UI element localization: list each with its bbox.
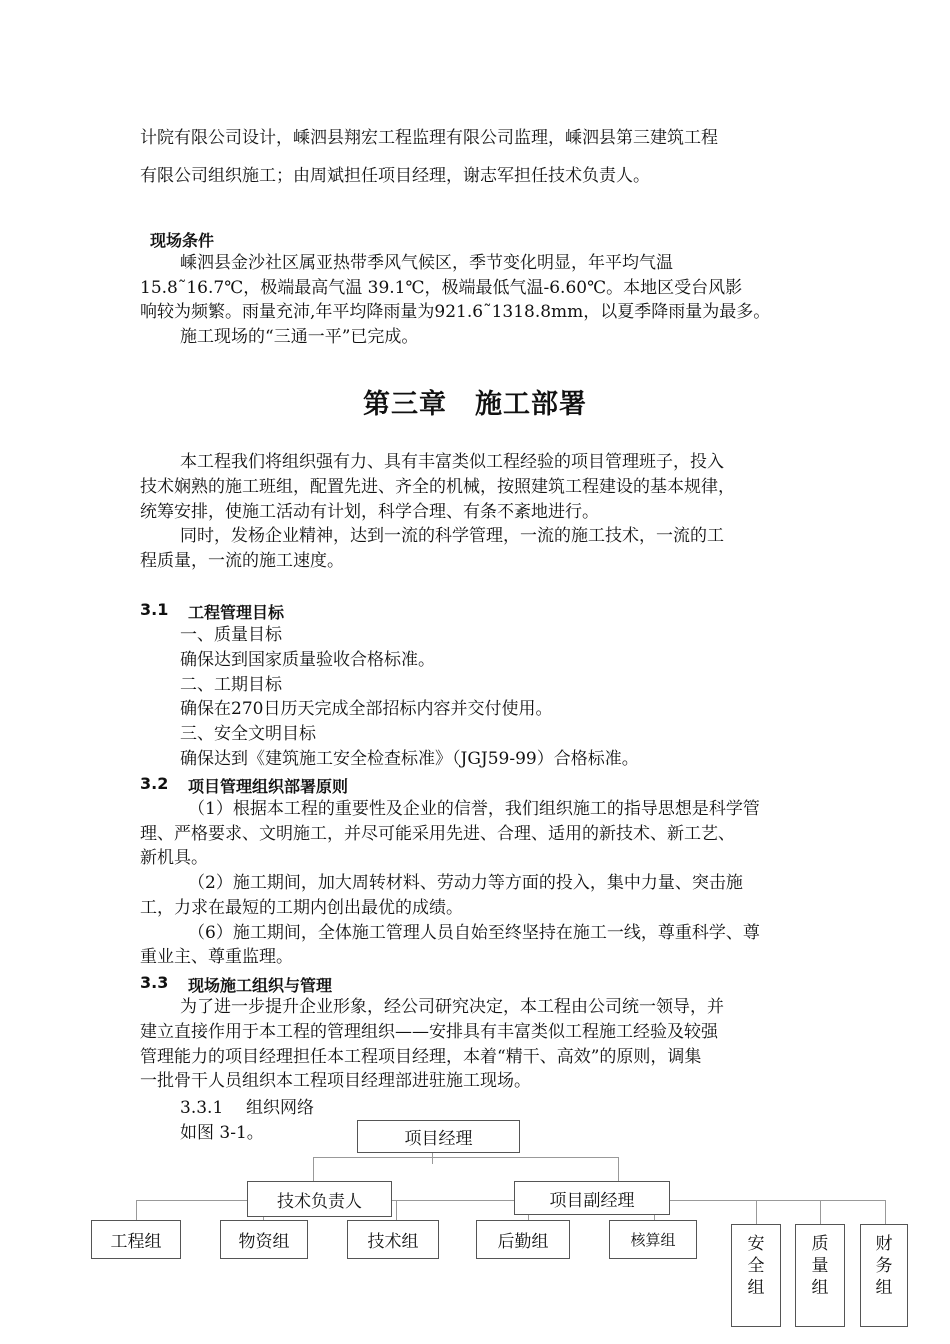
section-heading: 现场施工组织与管理 <box>188 976 333 995</box>
org-box-engineering-group: 工程组 <box>91 1220 181 1259</box>
paragraph-line: 确保达到国家质量验收合格标准。 <box>180 650 435 670</box>
paragraph-line: 管理能力的项目经理担任本工程项目经理，本着“精干、高效”的原则，调集 <box>140 1047 702 1067</box>
paragraph-line: 新机具。 <box>140 848 208 868</box>
figure-reference: 如图 3-1。 <box>180 1123 264 1143</box>
section-heading-site: 现场条件 <box>150 231 215 250</box>
paragraph-line: 确保在270日历天完成全部招标内容并交付使用。 <box>180 699 553 719</box>
paragraph-line: 重业主、尊重监理。 <box>140 947 293 967</box>
paragraph-line: 统筹安排，使施工活动有计划，科学合理、有条不紊地进行。 <box>140 502 599 522</box>
paragraph-line: 二、工期目标 <box>180 675 282 695</box>
org-box-deputy-manager: 项目副经理 <box>514 1181 670 1215</box>
paragraph-line: 一、质量目标 <box>180 625 282 645</box>
paragraph-line: （1）根据本工程的重要性及企业的信誉，我们组织施工的指导思想是科学管 <box>188 799 760 819</box>
paragraph-line: 本工程我们将组织强有力、具有丰富类似工程经验的项目管理班子，投入 <box>180 452 724 472</box>
chapter-title: 第三章 施工部署 <box>363 389 587 420</box>
paragraph-line: 建立直接作用于本工程的管理组织——安排具有丰富类似工程施工经验及较强 <box>140 1022 718 1042</box>
org-box-quality-group <box>795 1224 845 1327</box>
section-heading: 项目管理组织部署原则 <box>188 777 349 796</box>
org-box-tech-lead: 技术负责人 <box>247 1181 392 1217</box>
paragraph-line: （6）施工期间，全体施工管理人员自始至终坚持在施工一线，尊重科学、尊 <box>188 923 760 943</box>
paragraph-line: 响较为频繁。雨量充沛,年平均降雨量为921.6˜1318.8mm，以夏季降雨量为最多。 <box>140 302 771 322</box>
paragraph-line: 嵊泗县金沙社区属亚热带季风气候区，季节变化明显，年平均气温 <box>180 253 673 273</box>
connector-line <box>820 1200 821 1224</box>
subsection-title: 组织网络 <box>246 1098 314 1118</box>
paragraph-line: 理、严格要求、文明施工，并尽可能采用先进、合理、适用的新技术、新工艺、 <box>140 824 735 844</box>
paragraph-line: 同时，发杨企业精神，达到一流的科学管理，一流的施工技术，一流的工 <box>180 526 724 546</box>
paragraph-line: 一批骨干人员组织本工程项目经理部进驻施工现场。 <box>140 1071 531 1091</box>
paragraph-line: 确保达到《建筑施工安全检查标准》（JGJ59-99）合格标准。 <box>180 749 639 769</box>
paragraph-line: 施工现场的“三通一平”已完成。 <box>180 327 419 347</box>
subsection-number: 3.3.1 <box>180 1098 224 1118</box>
vertical-char: 财 <box>875 1234 893 1254</box>
section-number: 3.2 <box>140 774 169 793</box>
section-heading: 工程管理目标 <box>188 603 285 622</box>
paragraph-line: （2）施工期间，加大周转材料、劳动力等方面的投入，集中力量、突击施 <box>188 873 743 893</box>
paragraph-line: 有限公司组织施工；由周斌担任项目经理，谢志军担任技术负责人。 <box>140 166 650 186</box>
vertical-char: 组 <box>747 1278 765 1298</box>
org-box-materials-group: 物资组 <box>220 1220 308 1259</box>
vertical-char: 质 <box>811 1234 829 1254</box>
connector-line <box>756 1200 757 1224</box>
connector-line <box>432 1152 433 1164</box>
vertical-char: 全 <box>747 1256 765 1276</box>
section-number: 3.3 <box>140 973 169 992</box>
connector-line <box>618 1157 619 1181</box>
vertical-char: 量 <box>811 1256 829 1276</box>
paragraph-line: 技术娴熟的施工班组，配置先进、齐全的机械，按照建筑工程建设的基本规律， <box>140 477 735 497</box>
vertical-char: 安 <box>747 1234 765 1254</box>
vertical-char: 组 <box>875 1278 893 1298</box>
paragraph-line: 为了进一步提升企业形象，经公司研究决定，本工程由公司统一领导，并 <box>180 997 724 1017</box>
org-box-logistics-group: 后勤组 <box>476 1220 570 1259</box>
section-number: 3.1 <box>140 600 169 619</box>
vertical-char: 务 <box>875 1256 893 1276</box>
connector-line <box>313 1157 314 1181</box>
vertical-char: 组 <box>811 1278 829 1298</box>
paragraph-line: 15.8˜16.7℃，极端最高气温 39.1℃，极端最低气温-6.60℃。本地区受台风影 <box>140 278 743 298</box>
paragraph-line: 三、安全文明目标 <box>180 724 316 744</box>
org-box-manager: 项目经理 <box>357 1120 520 1153</box>
connector-line <box>396 1200 397 1220</box>
org-box-finance-group <box>860 1224 908 1327</box>
connector-line <box>885 1200 886 1224</box>
connector-line <box>136 1200 137 1220</box>
org-box-technical-group: 技术组 <box>347 1220 439 1259</box>
org-box-safety-group <box>731 1224 781 1327</box>
paragraph-line: 工，力求在最短的工期内创出最优的成绩。 <box>140 898 463 918</box>
paragraph-line: 程质量，一流的施工速度。 <box>140 551 344 571</box>
paragraph-line: 计院有限公司设计，嵊泗县翔宏工程监理有限公司监理，嵊泗县第三建筑工程 <box>140 128 718 148</box>
org-box-accounting-group: 核算组 <box>609 1220 697 1259</box>
connector-line <box>313 1157 619 1158</box>
